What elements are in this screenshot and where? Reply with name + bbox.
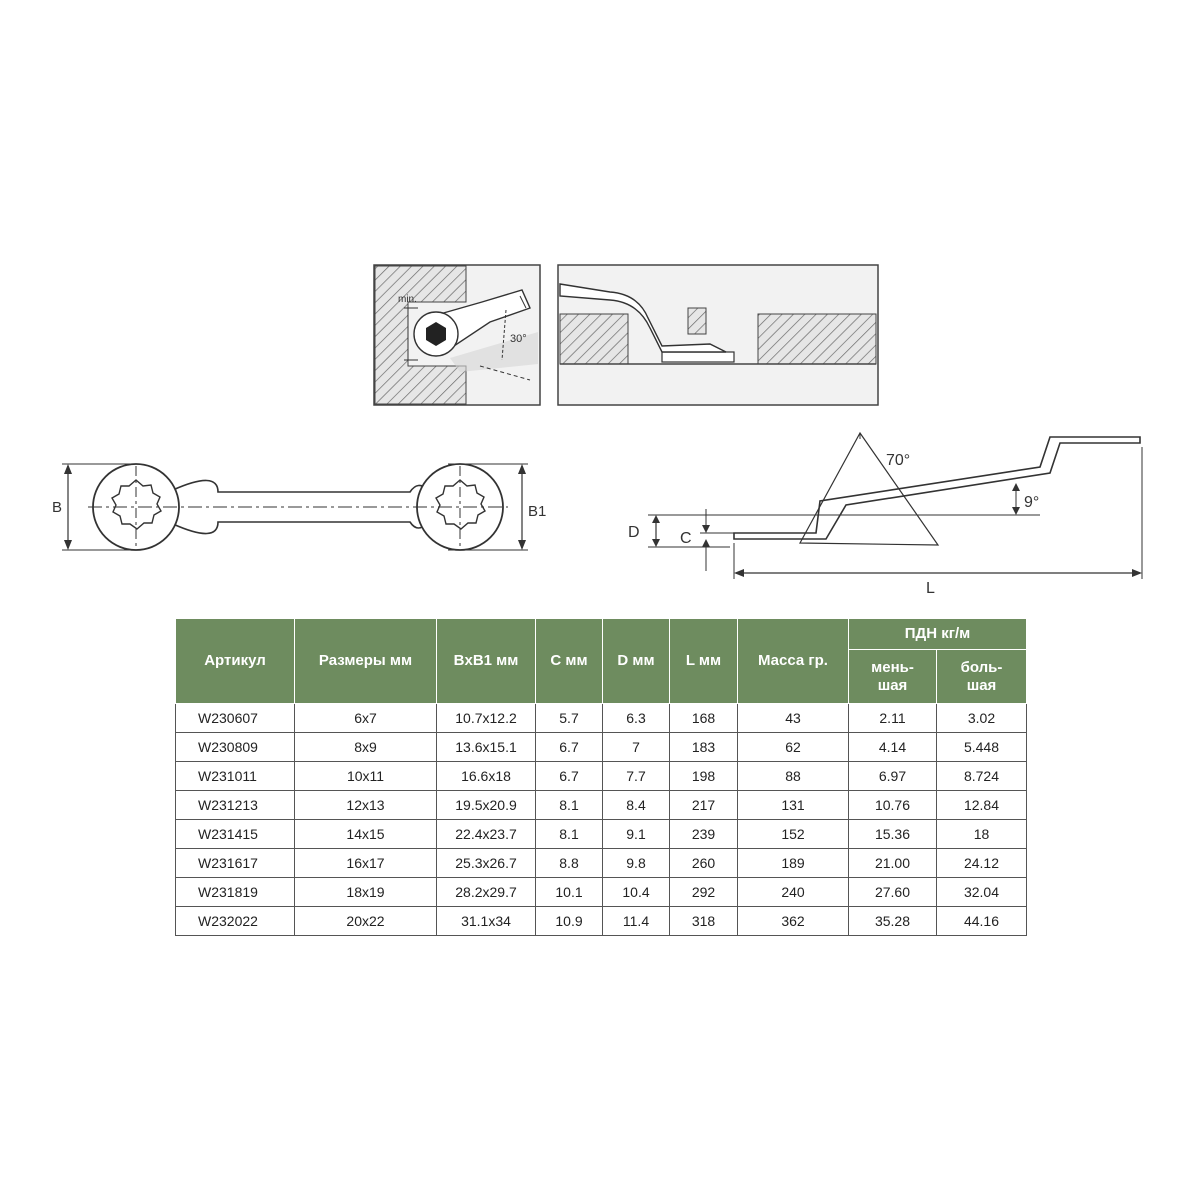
- cell-l: 318: [670, 907, 738, 936]
- front-view-drawing: [48, 440, 568, 570]
- front-view-illustration: [48, 440, 568, 570]
- dim-b-label: B: [52, 499, 63, 516]
- panel-side-view: [558, 265, 878, 405]
- header-article: Артикул: [176, 619, 295, 704]
- cell-pdn-larger: 12.84: [937, 791, 1027, 820]
- cell-mass: 88: [738, 762, 849, 791]
- table-row: [176, 907, 1027, 936]
- header-larger: [937, 650, 1027, 704]
- cell-c: 8.1: [536, 791, 603, 820]
- cell-pdn-larger: 44.16: [937, 907, 1027, 936]
- cell-pdn-larger: 8.724: [937, 762, 1027, 791]
- cell-l: 260: [670, 849, 738, 878]
- cell-d: 10.4: [603, 878, 670, 907]
- header-smaller: [849, 650, 937, 704]
- cell-sizes: 16x17: [295, 849, 437, 878]
- cell-bxb1: 28.2x29.7: [437, 878, 536, 907]
- header-bxb1: BxB1 мм: [437, 619, 536, 704]
- angle-30-label: 30°: [510, 333, 527, 345]
- cell-pdn-smaller: 10.76: [849, 791, 937, 820]
- cell-d: 7.7: [603, 762, 670, 791]
- header-smaller-line1: мень-: [871, 658, 914, 676]
- specification-table: [175, 618, 1027, 936]
- header-mass: Масса гр.: [738, 619, 849, 704]
- cell-d: 8.4: [603, 791, 670, 820]
- cell-pdn-larger: 18: [937, 820, 1027, 849]
- cell-mass: 240: [738, 878, 849, 907]
- cell-article: W231011: [176, 762, 295, 791]
- cell-pdn-larger: 5.448: [937, 733, 1027, 762]
- dim-b1-label: B1: [528, 503, 547, 520]
- table-row: [176, 791, 1027, 820]
- cell-bxb1: 16.6x18: [437, 762, 536, 791]
- min-label: min.: [398, 294, 417, 305]
- table-row: [176, 849, 1027, 878]
- dim-l-label: L: [926, 580, 935, 597]
- table-row: [176, 878, 1027, 907]
- header-larger-line2: шая: [966, 676, 997, 694]
- cell-mass: 362: [738, 907, 849, 936]
- cell-pdn-larger: 3.02: [937, 704, 1027, 733]
- cell-pdn-smaller: 21.00: [849, 849, 937, 878]
- panel-clearance-view: [374, 265, 540, 405]
- cell-article: W231617: [176, 849, 295, 878]
- cell-c: 6.7: [536, 733, 603, 762]
- cell-bxb1: 31.1x34: [437, 907, 536, 936]
- angle-9-label: 9°: [1024, 494, 1040, 511]
- cell-sizes: 6x7: [295, 704, 437, 733]
- cell-mass: 152: [738, 820, 849, 849]
- cell-l: 168: [670, 704, 738, 733]
- cell-d: 6.3: [603, 704, 670, 733]
- cell-sizes: 20x22: [295, 907, 437, 936]
- cell-article: W231819: [176, 878, 295, 907]
- usage-drawing: [370, 262, 882, 408]
- cell-mass: 62: [738, 733, 849, 762]
- cell-l: 183: [670, 733, 738, 762]
- cell-bxb1: 25.3x26.7: [437, 849, 536, 878]
- cell-bxb1: 10.7x12.2: [437, 704, 536, 733]
- cell-pdn-smaller: 27.60: [849, 878, 937, 907]
- header-d: D мм: [603, 619, 670, 704]
- cell-l: 198: [670, 762, 738, 791]
- cell-c: 5.7: [536, 704, 603, 733]
- cell-bxb1: 22.4x23.7: [437, 820, 536, 849]
- header-sizes: Размеры мм: [295, 619, 437, 704]
- cell-d: 11.4: [603, 907, 670, 936]
- table-row: [176, 762, 1027, 791]
- cell-article: W232022: [176, 907, 295, 936]
- cell-c: 8.1: [536, 820, 603, 849]
- cell-l: 239: [670, 820, 738, 849]
- angle-70-label: 70°: [886, 452, 911, 469]
- side-view-illustration: [620, 425, 1160, 605]
- cell-article: W230809: [176, 733, 295, 762]
- dim-d-label: D: [628, 524, 640, 541]
- cell-sizes: 18x19: [295, 878, 437, 907]
- header-smaller-line2: шая: [877, 676, 908, 694]
- table-row: [176, 733, 1027, 762]
- dim-c-label: C: [680, 530, 692, 547]
- cell-article: W231415: [176, 820, 295, 849]
- cell-c: 6.7: [536, 762, 603, 791]
- cell-mass: 189: [738, 849, 849, 878]
- header-pdn: ПДН кг/м: [849, 619, 1027, 650]
- cell-pdn-smaller: 2.11: [849, 704, 937, 733]
- header-c: C мм: [536, 619, 603, 704]
- cell-article: W231213: [176, 791, 295, 820]
- cell-d: 9.8: [603, 849, 670, 878]
- cell-d: 7: [603, 733, 670, 762]
- cell-sizes: 12x13: [295, 791, 437, 820]
- table-row: [176, 704, 1027, 733]
- cell-bxb1: 19.5x20.9: [437, 791, 536, 820]
- cell-c: 10.1: [536, 878, 603, 907]
- cell-pdn-smaller: 15.36: [849, 820, 937, 849]
- cell-c: 8.8: [536, 849, 603, 878]
- cell-pdn-smaller: 6.97: [849, 762, 937, 791]
- cell-pdn-larger: 32.04: [937, 878, 1027, 907]
- cell-l: 292: [670, 878, 738, 907]
- usage-illustration: [370, 262, 882, 408]
- cell-l: 217: [670, 791, 738, 820]
- cell-sizes: 14x15: [295, 820, 437, 849]
- cell-article: W230607: [176, 704, 295, 733]
- header-l: L мм: [670, 619, 738, 704]
- cell-mass: 43: [738, 704, 849, 733]
- cell-pdn-smaller: 4.14: [849, 733, 937, 762]
- cell-bxb1: 13.6x15.1: [437, 733, 536, 762]
- cell-pdn-larger: 24.12: [937, 849, 1027, 878]
- cell-mass: 131: [738, 791, 849, 820]
- side-view-drawing: [620, 425, 1160, 605]
- cell-sizes: 8x9: [295, 733, 437, 762]
- table-row: [176, 820, 1027, 849]
- header-larger-line1: боль-: [960, 658, 1003, 676]
- cell-pdn-smaller: 35.28: [849, 907, 937, 936]
- cell-d: 9.1: [603, 820, 670, 849]
- cell-c: 10.9: [536, 907, 603, 936]
- cell-sizes: 10x11: [295, 762, 437, 791]
